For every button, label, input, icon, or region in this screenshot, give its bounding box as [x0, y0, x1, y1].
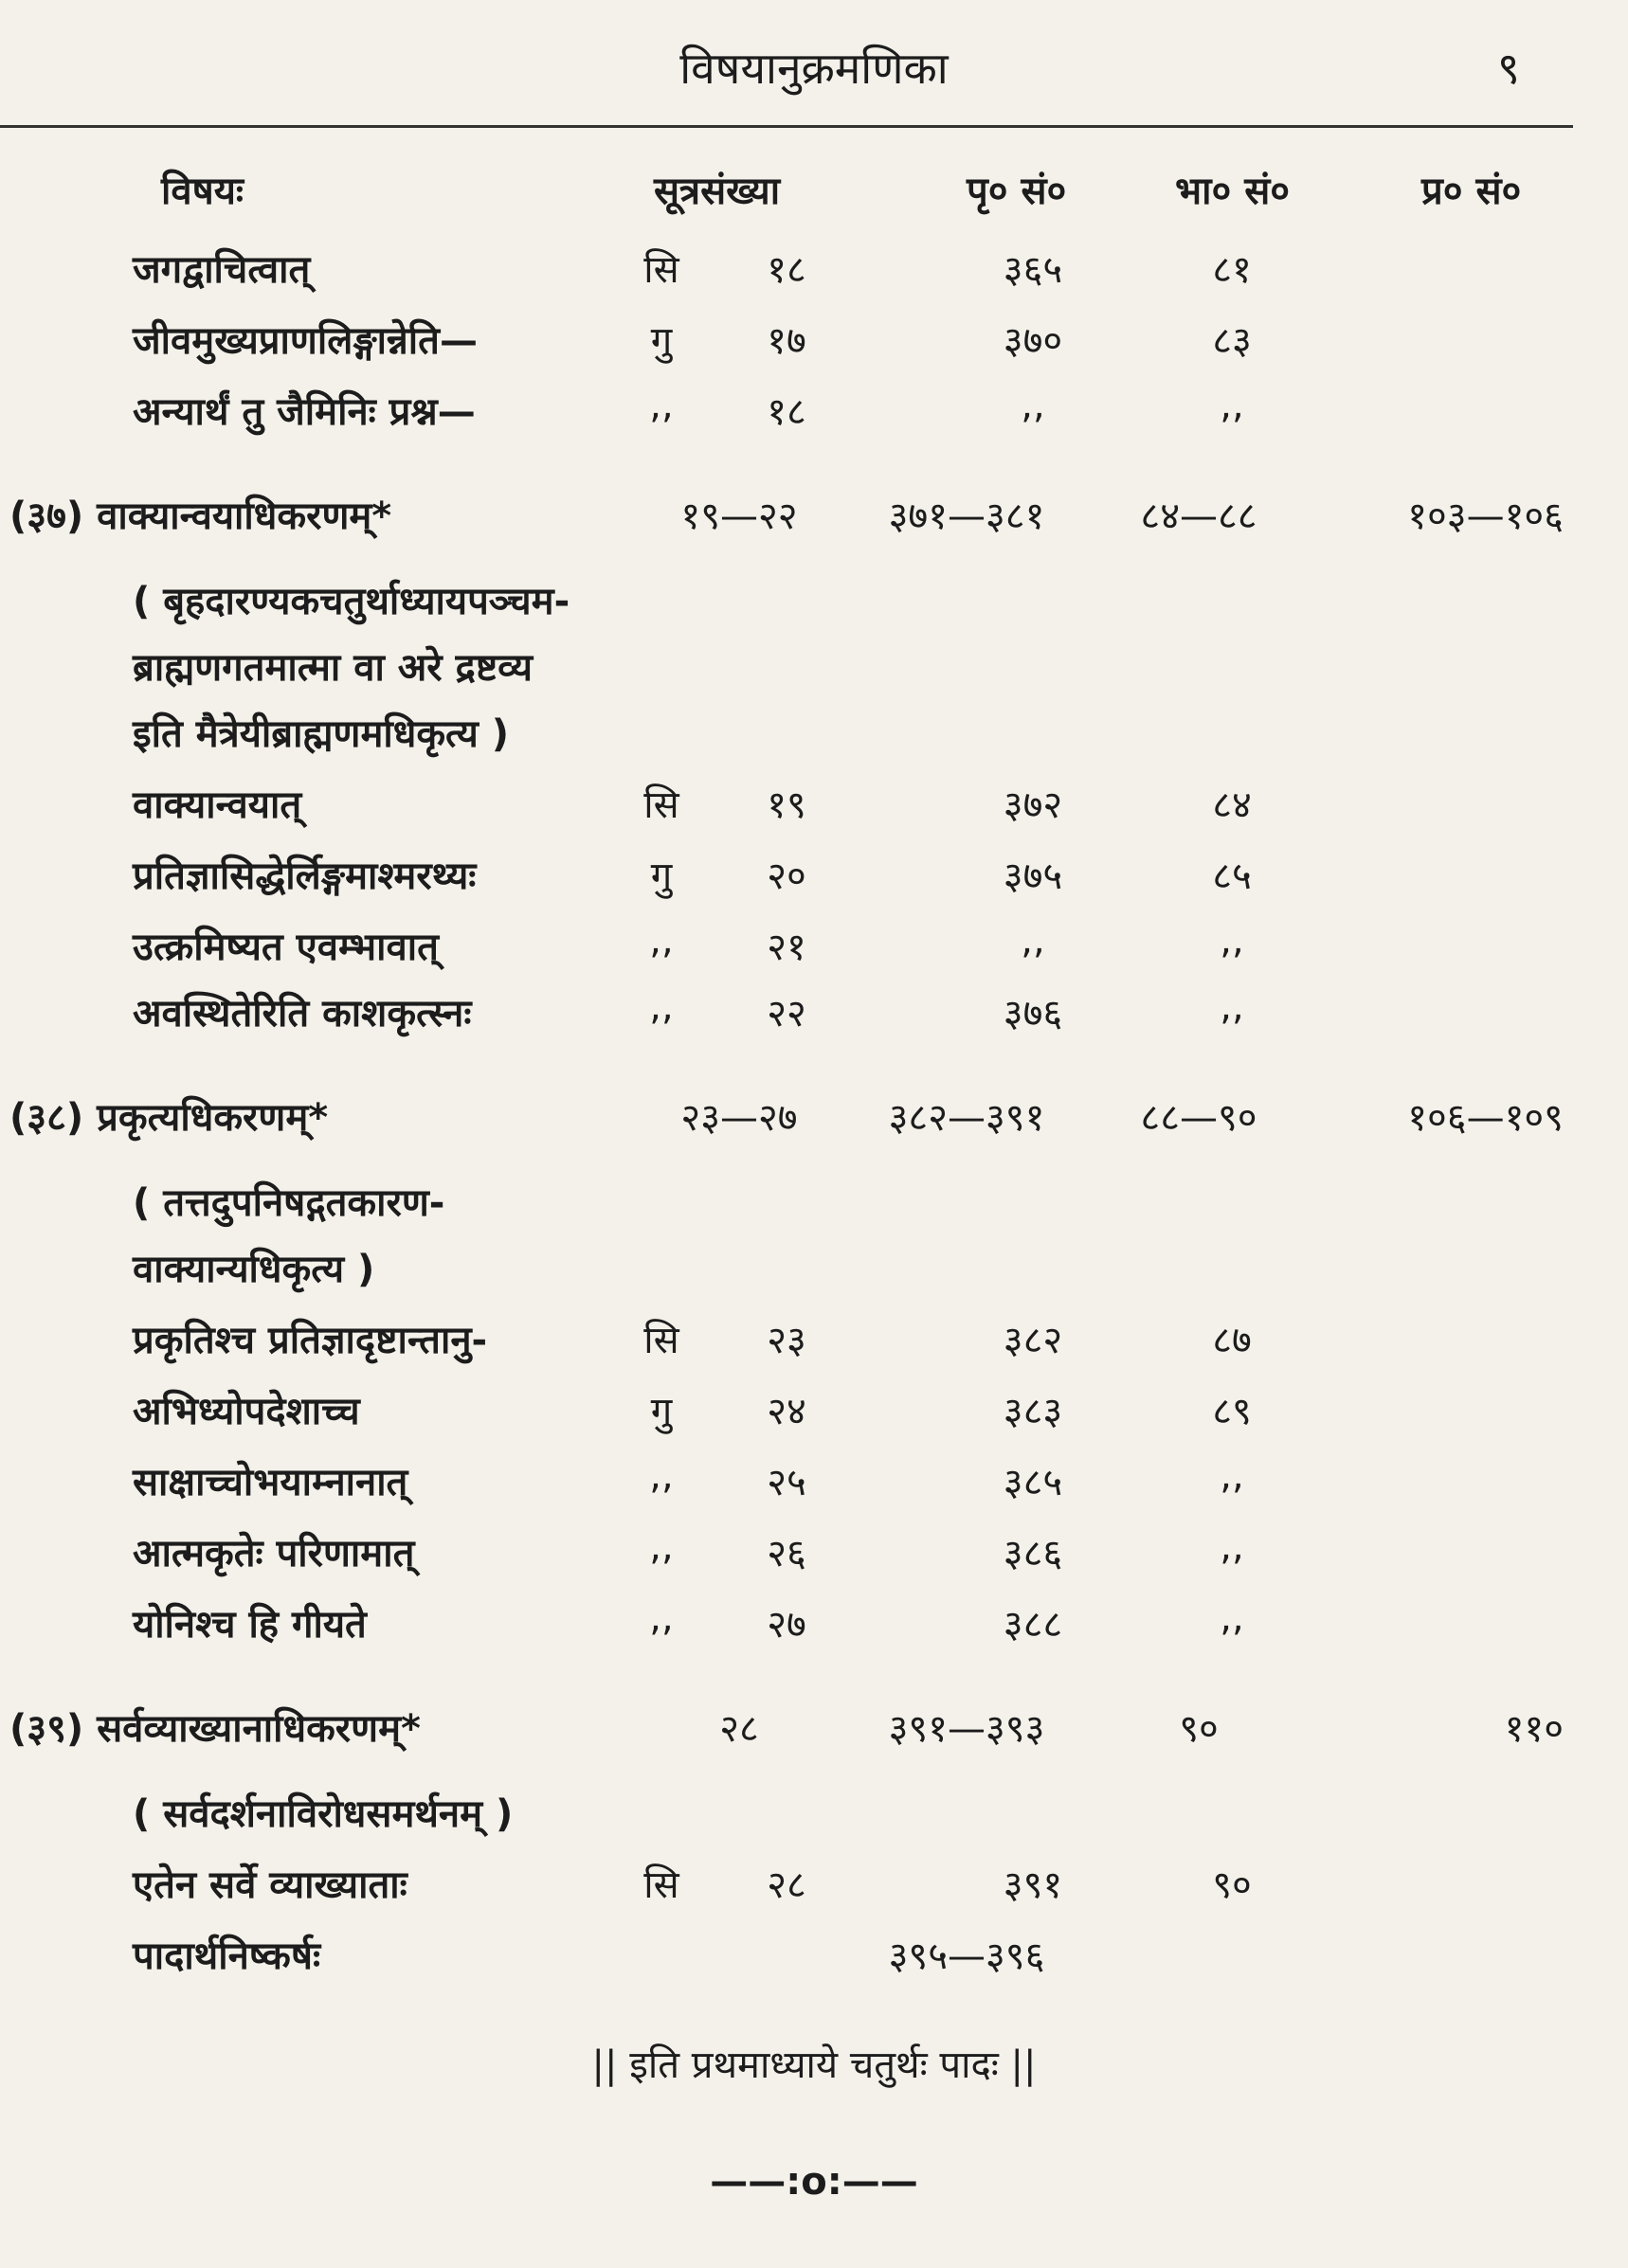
bhaga-range: ८८—९०: [1140, 1096, 1257, 1140]
col-bhaga-header: भा० सं०: [1175, 170, 1291, 213]
page-number-cell: ,,: [1021, 919, 1045, 963]
note-row: [0, 1175, 1628, 1232]
topic-name: जगद्वाचित्वात्: [133, 248, 311, 292]
page-number: ९: [1497, 43, 1520, 94]
topic-name: वाक्यान्वयात्: [133, 783, 302, 827]
section-title: (३९) सर्वव्याख्यानाधिकरणम्*: [9, 1707, 421, 1751]
section-title: (३८) प्रकृत्यधिकरणम्*: [9, 1096, 329, 1140]
bhaga-number: ,,: [1220, 985, 1244, 1029]
bhaga-number: ८३: [1212, 319, 1252, 363]
bhaga-number: ८४: [1212, 783, 1252, 827]
bhaga-number: ,,: [1220, 919, 1244, 963]
table-row: [0, 1383, 1628, 1440]
page-number-cell: ,,: [1021, 384, 1045, 427]
sutra-number: २७: [767, 1603, 806, 1647]
sutra-tag: गु: [650, 319, 673, 363]
topic-name: जीवमुख्यप्राणलिङ्गान्नेति—: [133, 319, 478, 363]
page-number-cell: ३८३: [1003, 1390, 1063, 1433]
bhaga-number: ८७: [1212, 1319, 1252, 1362]
table-row: [0, 919, 1628, 976]
sutra-range: २८: [719, 1707, 759, 1751]
bhaga-number: ,,: [1220, 1596, 1244, 1640]
col-topic-header: विषयः: [161, 170, 244, 213]
table-row: [0, 313, 1628, 369]
bhaga-range: ९०: [1179, 1707, 1219, 1751]
sutra-tag: सि: [643, 248, 679, 292]
col-sutra-header: सूत्रसंख्या: [654, 170, 781, 213]
sutra-number: १७: [767, 319, 806, 363]
sutra-tag: सि: [643, 783, 679, 827]
col-pra-header: प्र० सं०: [1421, 170, 1522, 213]
topic-name: प्रकृतिश्च प्रतिज्ञादृष्टान्तानु-: [133, 1319, 488, 1362]
sutra-tag: गु: [650, 855, 673, 898]
table-row: [0, 1454, 1628, 1511]
pra-range: १०३—१०६: [1407, 495, 1564, 538]
sutra-range: १९—२२: [680, 495, 798, 538]
topic-name: पादार्थनिष्कर्षः: [133, 1935, 321, 1978]
page-range: ३९५—३९६: [888, 1935, 1045, 1978]
section-row: [0, 1701, 1628, 1757]
header-rule: [0, 125, 1573, 128]
page-number-cell: ३८५: [1003, 1461, 1063, 1504]
table-row: [0, 384, 1628, 441]
bhaga-range: ८४—८८: [1140, 495, 1257, 538]
topic-name: अवस्थितेरिति काशकृत्स्नः: [133, 992, 472, 1035]
page-number-cell: ३७०: [1003, 319, 1063, 363]
bhaga-number: ८५: [1212, 855, 1252, 898]
page-number-cell: ३८६: [1003, 1532, 1063, 1575]
topic-name: प्रतिज्ञासिद्धेर्लिङ्गमाश्मरथ्यः: [133, 855, 477, 898]
bhaga-number: ,,: [1220, 1525, 1244, 1569]
table-row: [0, 985, 1628, 1042]
section-row: [0, 488, 1628, 545]
page-number-cell: ३७६: [1003, 992, 1063, 1035]
topic-name: अन्यार्थं तु जैमिनिः प्रश्न—: [133, 390, 476, 434]
page-range: ३९१—३९३: [888, 1707, 1045, 1751]
chapter-closing: || इति प्रथमाध्याये चतुर्थः पादः ||: [591, 2043, 1037, 2087]
section-note: वाक्यान्यधिकृत्य ): [133, 1248, 375, 1291]
page-range: ३७१—३८१: [888, 495, 1045, 538]
page-number-cell: ३९१: [1003, 1863, 1063, 1907]
table-row: [0, 1525, 1628, 1582]
sutra-tag: ,,: [649, 1596, 674, 1640]
page-number-cell: ३८८: [1003, 1603, 1063, 1647]
pra-range: ११०: [1504, 1707, 1564, 1751]
note-row: [0, 706, 1628, 763]
closing-ornament: ——:o:——: [710, 2160, 918, 2204]
bhaga-number: ,,: [1220, 384, 1244, 427]
table-row: [0, 777, 1628, 834]
note-row: [0, 639, 1628, 696]
page-header-title: विषयानुक्रमणिका: [679, 43, 949, 94]
sutra-tag: गु: [650, 1390, 673, 1433]
bhaga-number: ८९: [1212, 1390, 1252, 1433]
page-number-cell: ३७५: [1003, 855, 1063, 898]
sutra-number: १८: [767, 248, 806, 292]
table-row: [0, 1857, 1628, 1914]
page-range: ३८२—३९१: [888, 1096, 1045, 1140]
sutra-tag: ,,: [649, 919, 674, 963]
table-row: [0, 1928, 1628, 1985]
section-note: इति मैत्रेयीब्राह्मणमधिकृत्य ): [133, 712, 510, 756]
sutra-number: २३: [767, 1319, 806, 1362]
sutra-number: २२: [767, 992, 806, 1035]
sutra-range: २३—२७: [680, 1096, 798, 1140]
sutra-number: २६: [767, 1532, 806, 1575]
section-note: ( तत्तदुपनिषद्गतकारण-: [133, 1181, 445, 1225]
sutra-number: १९: [767, 783, 806, 827]
section-row: [0, 1089, 1628, 1146]
sutra-tag: ,,: [649, 1525, 674, 1569]
page-number-cell: ३६५: [1003, 248, 1063, 292]
topic-name: आत्मकृतेः परिणामात्: [133, 1532, 415, 1575]
topic-name: उत्क्रमिष्यत एवम्भावात्: [133, 926, 439, 969]
topic-name: योनिश्च हि गीयते: [133, 1603, 367, 1647]
sutra-number: २८: [767, 1863, 806, 1907]
section-title: (३७) वाक्यान्वयाधिकरणम्*: [9, 495, 392, 538]
note-row: [0, 1241, 1628, 1298]
col-page-header: पृ० सं०: [967, 170, 1067, 213]
section-note: ब्राह्मणगतमात्मा वा अरे द्रष्टव्य: [133, 646, 534, 690]
section-note: ( सर्वदर्शनाविरोधसमर्थनम् ): [133, 1792, 514, 1836]
bhaga-number: ९०: [1212, 1863, 1252, 1907]
topic-name: अभिध्योपदेशाच्च: [133, 1390, 360, 1433]
topic-name: साक्षाच्चोभयाम्नानात्: [133, 1461, 408, 1504]
note-row: [0, 1786, 1628, 1843]
page-number-cell: ३७२: [1003, 783, 1063, 827]
topic-name: एतेन सर्वे व्याख्याताः: [133, 1863, 407, 1907]
bhaga-number: ८१: [1212, 248, 1252, 292]
section-note: ( बृहदारण्यकचतुर्थाध्यायपञ्चम-: [133, 580, 570, 623]
sutra-tag: ,,: [649, 985, 674, 1029]
sutra-tag: ,,: [649, 1454, 674, 1498]
sutra-number: २४: [767, 1390, 806, 1433]
table-row: [0, 1596, 1628, 1653]
table-row: [0, 848, 1628, 905]
sutra-tag: सि: [643, 1863, 679, 1907]
pra-range: १०६—१०९: [1407, 1096, 1564, 1140]
sutra-tag: ,,: [649, 384, 674, 427]
bhaga-number: ,,: [1220, 1454, 1244, 1498]
note-row: [0, 573, 1628, 630]
table-row: [0, 242, 1628, 298]
sutra-tag: सि: [643, 1319, 679, 1362]
sutra-number: १८: [767, 390, 806, 434]
sutra-number: २१: [767, 926, 806, 969]
sutra-number: २०: [767, 855, 806, 898]
sutra-number: २५: [767, 1461, 806, 1504]
table-row: [0, 1312, 1628, 1369]
page-number-cell: ३८२: [1003, 1319, 1063, 1362]
